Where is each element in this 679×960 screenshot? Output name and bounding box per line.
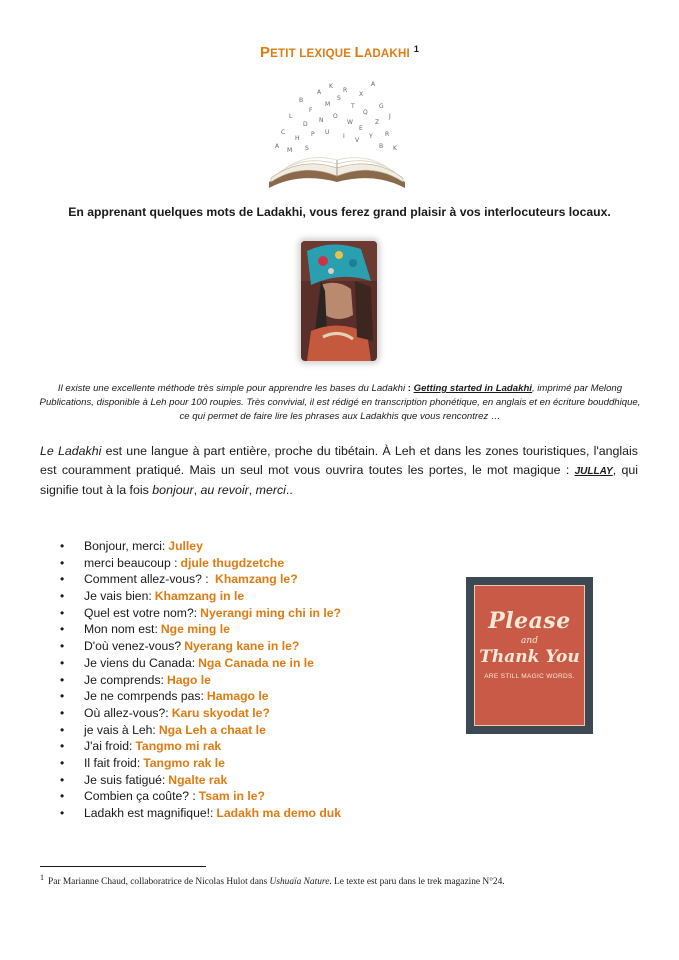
phrase-ladakhi: Nyerang kane in le?: [184, 639, 300, 654]
svg-text:B: B: [299, 97, 304, 104]
phrase-french: Je ne comrpends pas:: [84, 689, 204, 704]
svg-text:H: H: [295, 135, 300, 142]
list-item: [58, 655, 341, 672]
meaning-au-revoir: au revoir: [200, 483, 249, 497]
svg-text:P: P: [311, 131, 315, 138]
svg-text:F: F: [309, 107, 313, 114]
poster-and: and: [521, 636, 538, 646]
svg-text:O: O: [333, 113, 338, 120]
list-item: [58, 555, 341, 572]
phrase-ladakhi: djule thugdzetche: [180, 555, 285, 570]
svg-text:B: B: [379, 143, 384, 150]
phrase-french: J'ai froid:: [84, 739, 133, 754]
list-item: [58, 638, 341, 655]
phrase-french: Je comprends:: [84, 672, 164, 687]
phrase-ladakhi: Hamago le: [206, 689, 269, 704]
phrase-ladakhi: Khamzang le?: [215, 572, 298, 587]
svg-text:S: S: [337, 95, 341, 102]
svg-text:J: J: [389, 113, 391, 120]
method-book-title: Getting started in Ladakhi: [413, 383, 532, 394]
phrase-french: Combien ça coûte? :: [84, 789, 196, 804]
svg-text:Q: Q: [363, 109, 368, 116]
svg-text:M: M: [287, 147, 293, 154]
svg-text:R: R: [385, 131, 390, 138]
poster-thank-you: Thank You: [479, 647, 580, 667]
phrase-ladakhi: Karu skyodat le?: [171, 705, 270, 720]
phrase-ladakhi: Khamzang in le: [154, 589, 245, 604]
phrase-ladakhi: Tsam in le?: [198, 789, 265, 804]
phrase-ladakhi: Ngalte rak: [168, 772, 228, 787]
phrase-french: Où allez-vous?:: [84, 705, 169, 720]
meaning-bonjour: bonjour: [152, 483, 194, 497]
footnote-after: . Le texte est paru dans le trek magazine N°24.: [329, 877, 505, 888]
phrase-french: Mon nom est:: [84, 622, 158, 637]
list-item: [58, 738, 341, 755]
poster-caption: ARE STILL MAGIC WORDS.: [484, 673, 575, 680]
phrase-french: Comment allez-vous? :: [84, 572, 213, 587]
intro-text: En apprenant quelques mots de Ladakhi, vous ferez grand plaisir à vos interlocuteurs locaux.: [68, 205, 611, 219]
svg-text:C: C: [281, 129, 286, 136]
phrase-ladakhi: Ladakh ma demo duk: [216, 806, 342, 820]
para-text1: est une langue à part entière, proche du tibétain. À Leh et dans les zones touristiques, l'anglais est couramment pratiqué. Mais un seul mot vous ouvrira toutes les portes, le mot magique :: [40, 444, 638, 477]
list-item: [58, 672, 341, 689]
magic-word: JULLAY: [574, 466, 613, 477]
list-item: [58, 772, 341, 789]
phrase-french: je vais à Leh:: [84, 722, 156, 737]
footnote-number: 1: [40, 873, 44, 882]
list-item: [58, 722, 341, 739]
svg-text:M: M: [325, 101, 331, 108]
phrase-french: merci beaucoup :: [84, 555, 178, 570]
para-text2: , qui signifie tout à la fois: [40, 463, 638, 497]
para-end: ..: [285, 483, 293, 497]
method-colon: :: [405, 383, 414, 394]
title-cap-1: P: [259, 44, 271, 61]
phrase-ladakhi: Nga Canada ne in le: [198, 655, 314, 670]
please-thank-you-poster: [466, 577, 593, 734]
list-item: [58, 755, 341, 772]
list-item: [58, 605, 341, 622]
svg-text:W: W: [347, 119, 353, 126]
list-item: [58, 538, 341, 555]
phrase-french: Je viens du Canada:: [84, 655, 196, 670]
page-title: [0, 44, 679, 61]
title-cap-2: L: [354, 44, 364, 61]
footnote-show: Ushuaïa Nature: [269, 877, 330, 888]
svg-text:A: A: [275, 143, 280, 150]
list-item: [58, 688, 341, 705]
phrase-french: Il fait froid:: [84, 755, 141, 770]
phrase-list: [58, 538, 341, 822]
phrase-french: Quel est votre nom?:: [84, 605, 198, 620]
meaning-merci: merci: [255, 483, 286, 497]
title-rest-1: ETIT LEXIQUE: [270, 48, 355, 60]
svg-text:E: E: [359, 125, 363, 132]
phrase-ladakhi: Nge ming le: [160, 622, 230, 637]
list-item: [58, 588, 341, 605]
svg-text:K: K: [329, 83, 333, 90]
svg-text:L: L: [289, 113, 293, 120]
phrase-ladakhi: Tangmo rak le: [143, 755, 225, 770]
poster-panel: [474, 585, 585, 726]
open-book-illustration: [259, 78, 415, 190]
svg-text:Z: Z: [375, 119, 380, 126]
footnote-before: Par Marianne Chaud, collaboratrice de Nicolas Hulot dans: [48, 877, 270, 888]
footnote: [40, 873, 660, 887]
footnote-ref: 1: [413, 44, 420, 55]
phrase-ladakhi: Julley: [168, 539, 203, 553]
phrase-ladakhi: Hago le: [166, 672, 211, 687]
svg-text:N: N: [319, 117, 324, 124]
svg-text:S: S: [305, 145, 309, 152]
svg-text:Y: Y: [369, 133, 373, 140]
svg-text:I: I: [343, 133, 345, 140]
list-item: [58, 805, 341, 822]
footnote-divider: [40, 866, 206, 867]
svg-text:T: T: [351, 103, 355, 110]
phrase-ladakhi: Tangmo mi rak: [135, 739, 222, 754]
svg-text:U: U: [325, 129, 330, 136]
phrase-french: Bonjour, merci:: [84, 539, 166, 553]
phrase-ladakhi: Nyerangi ming chi in le?: [200, 605, 341, 620]
method-note: [38, 382, 642, 424]
method-after: , imprimé par Melong Publications, disponible à Leh pour 100 roupies. Très convivial, il est rédigé en transcription phonétique, en anglais et en écriture bouddhique, ce qui permet de faire lire les phrases aux Ladakhis que vous rencontrez …: [39, 383, 641, 422]
phrase-french: Ladakh est magnifique!:: [84, 806, 214, 820]
phrase-ladakhi: Nga Leh a chaat le: [158, 722, 266, 737]
svg-text:D: D: [303, 121, 308, 128]
para-sep2: ,: [248, 483, 256, 497]
method-before: Il existe une excellente méthode très simple pour apprendre les bases du Ladakhi: [57, 383, 406, 394]
list-item: [58, 571, 341, 588]
list-item: [58, 705, 341, 722]
phrase-french: D'où venez-vous?: [84, 639, 182, 654]
para-lead: Le Ladakhi: [40, 444, 102, 458]
ladakhi-woman-photo: [301, 241, 377, 361]
phrase-french: Je suis fatigué:: [84, 772, 166, 787]
svg-text:G: G: [379, 103, 384, 110]
para-sep1: ,: [193, 483, 201, 497]
svg-text:X: X: [359, 91, 364, 98]
svg-text:A: A: [317, 89, 322, 96]
title-rest-2: ADAKHI: [363, 48, 410, 60]
svg-text:R: R: [343, 87, 348, 94]
phrase-french: Je vais bien:: [84, 589, 152, 604]
list-item: [58, 788, 341, 805]
list-item: [58, 621, 341, 638]
svg-text:A: A: [371, 81, 376, 88]
svg-text:V: V: [355, 137, 360, 144]
language-paragraph: [40, 442, 638, 500]
poster-please: Please: [488, 608, 571, 634]
svg-text:K: K: [393, 145, 397, 152]
